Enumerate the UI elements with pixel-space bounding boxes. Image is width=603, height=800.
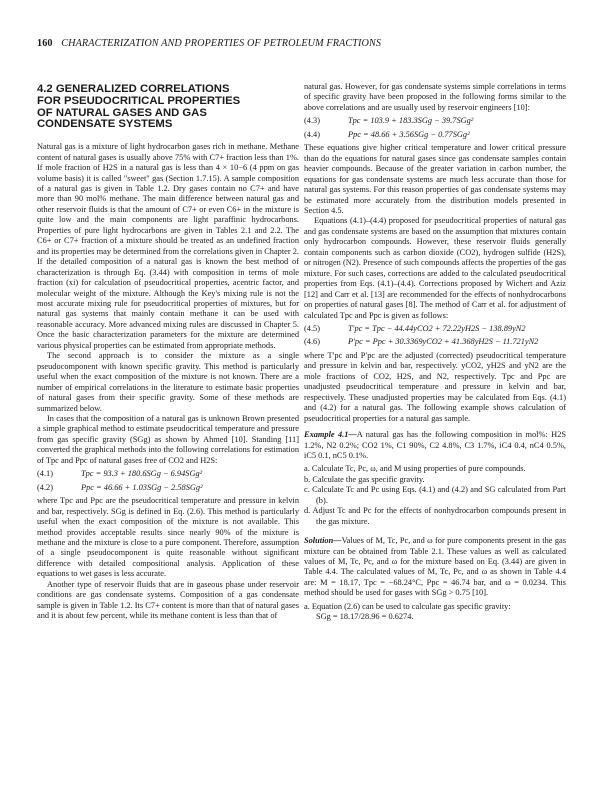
equation-body: Tpc = 93.3 + 180.6SGg − 6.94SGg²: [81, 469, 203, 479]
paragraph: Natural gas is a mixture of light hydrocarbon gases rich in methane. Methane content of natural gases is usually above 75% with C7+ fraction less than 1%. If mole fraction of H2S in a natural gas is less than 4 × 10−6 (4 ppm on gas volume basis) it is called "sweet" gas (Section 1.7.15). A sample composition of a natural gas is given in Table 1.2. Dry gases contain no C7+ and have more than 90 mol% methane. The main difference between natural gas and other reservoir fluids is that the amount of C7+ or even C6+ in the mixture is quite low and the main components are light paraffinic hydrocarbons. Properties of pure light hydrocarbons are given in Tables 2.1 and 2.2. The C6+ or C7+ fraction of a mixture should be treated as an undefined fraction and its properties may be determined from the correlations given in Chapter 2. If the detailed composition of a natural gas is known the best method of characterization is through Eq. (3.44) with composition in terms of mole fraction (xi) for calculation of pseudocritical properties, acentric factor, and molecular weight of the mixture. Although the Key's mixing rule is not the most accurate mixing rule for pseudocritical properties of mixtures, but for natural gas systems that mainly contain methane it can be used with reasonable accuracy. More advanced mixing rules are discussed in Chapter 5. Once the basic characterization parameters for the mixture are determined various physical properties can be estimated from appropriate methods.: [37, 142, 299, 350]
section-title-line: 4.2 GENERALIZED CORRELATIONS: [37, 83, 230, 95]
equation-4-5: [304, 324, 566, 334]
section-title-line: FOR PSEUDOCRITICAL PROPERTIES: [37, 94, 241, 107]
solution-list: [304, 602, 566, 623]
equation-body: T′pc = Tpc − 44.44yCO2 + 72.22yH2S − 138.89yN2: [348, 323, 526, 333]
list-item: b. Calculate the gas specific gravity.: [304, 474, 425, 484]
equation-number: (4.4): [304, 129, 320, 139]
list-item: a. Equation (2.6) can be used to calculate gas specific gravity:: [304, 601, 511, 611]
equation-4-3: [304, 116, 566, 126]
paragraph: These equations give higher critical temperature and lower critical pressure than do the equations for natural gases since gas condensate samples contain heavier compounds. Because of the greater variation in carbon number, the equations for gas condensate systems are much less accurate than those for natural gas systems. For this reason properties of gas condensate systems may be estimated more accurately from the distribution models presented in Section 4.5.: [304, 143, 566, 215]
example-label: Example 4.1—: [304, 430, 357, 440]
equation-4-2: [37, 483, 299, 493]
equation-body: P′pc = Ppc + 30.3369yCO2 + 41.368yH2S − 11.721yN2: [348, 337, 539, 347]
right-column: [304, 82, 566, 626]
equation-number: (4.5): [304, 323, 320, 333]
paragraph: Another type of reservoir fluids that are in gaseous phase under reservoir conditions are gas condensate systems. Composition of a gas condensate sample is given in Table 1.2. Its C7+ content is more than that of natural gases and it is about few percent, while its methane content is less than that of: [37, 579, 299, 621]
section-title-line: CONDENSATE SYSTEMS: [37, 118, 173, 131]
section-title: [37, 84, 299, 131]
example-paragraph: [304, 430, 566, 461]
paragraph: where Tpc and Ppc are the pseudocritical temperature and pressure in kelvin and bar, respectively. SGg is defined in Eq. (2.6). This method is particularly useful when the exact composition of the mixture is not available. This method provides acceptable results since nearly 90% of the mixture is methane and the mixture is close to a pure component. Therefore, assumption of a single pseudocomponent is quite reasonable without significant difference with detailed compositional analysis. Application of these equations to wet gases is less accurate.: [37, 496, 299, 579]
paragraph: Equations (4.1)–(4.4) proposed for pseudocritical properties of natural gas and gas condensate systems are based on the assumption that mixtures contain only hydrocarbon compounds. However, these reservoir fluids generally contain components such as carbon dioxide (CO2), hydrogen sulfide (H2S), or nitrogen (N2). Presence of such compounds affects the properties of the gas mixture. For such cases, corrections are added to the calculated pseudocritical properties from Eqs. (4.1)–(4.4). Corrections proposed by Wichert and Aziz [12] and Carr et al. [13] are recommended for the effects of nonhydrocarbons on properties of natural gases [8]. The method of Carr et al. for adjustment of calculated Tpc and Ppc is given as follows:: [304, 216, 566, 320]
paragraph: In cases that the composition of a natural gas is unknown Brown presented a simple graphical method to estimate pseudocritical temperature and pressure from gas specific gravity (SGg) as shown by Ahmed [10]. Standing [11] converted the graphical methods into the following correlations for estimation of Tpc and Ppc of natural gases free of CO2 and H2S:: [37, 413, 299, 465]
list-item: c. Calculate Tc and Pc using Eqs. (4.1) and (4.2) and SG calculated from Part (b).: [304, 485, 566, 505]
example-list: [304, 464, 566, 527]
equation-4-4: [304, 130, 566, 140]
equation-number: (4.2): [37, 482, 53, 492]
equation-body: Ppc = 48.66 + 3.56SGg − 0.77SGg²: [348, 129, 470, 139]
page-number: 160: [37, 38, 53, 49]
paragraph: where T′pc and P′pc are the adjusted (corrected) pseudocritical temperature and pressure in kelvin and bar, respectively. yCO2, yH2S and yN2 are the mole fractions of CO2, H2S, and N2, respectively. Tpc and Ppc are unadjusted pseudocritical temperature and pressure in kelvin and bar, respectively. These unadjusted properties may be calculated from Eqs. (4.1) and (4.2) for a natural gas. The following example shows calculation of pseudocritical properties for a natural gas sample.: [304, 350, 566, 423]
solution-paragraph: [304, 536, 566, 599]
equation-number: (4.1): [37, 469, 53, 479]
left-column: [37, 84, 299, 622]
paragraph: The second approach is to consider the mixture as a single pseudocomponent with known specific gravity. This method is particularly useful when the exact composition of the mixture is not known. There are a number of empirical correlations in the literature to estimate basic properties of natural gases from their specific gravity. Some of these methods are summarized below.: [37, 351, 299, 413]
equation-body: Tpc = 103.9 + 183.3SGg − 39.7SGg²: [348, 116, 474, 126]
running-title: CHARACTERIZATION AND PROPERTIES OF PETROLEUM FRACTIONS: [61, 38, 382, 49]
equation-4-6: [304, 337, 566, 347]
equation-number: (4.3): [304, 116, 320, 126]
solution-text: Values of M, Tc, Pc, and ω for pure components present in the gas mixture can be obtained from Table 2.1. These values as well as calculated values of M, Tc, Pc, and ω for the mixture based on Eq. (3.44) are given in Table 4.4. The calculated values of M, Tc, Pc, and ω as shown in Table 4.4 are: M = 18.17, Tpc = −68.24°C, Ppc = 46.74 bar, and ω = 0.0234. This method should be used for gases with SGg > 0.75 [10].: [304, 536, 566, 598]
list-item: a. Calculate Tc, Pc, ω, and M using properties of pure compounds.: [304, 464, 526, 474]
solution-label: Solution—: [304, 536, 342, 546]
paragraph: natural gas. However, for gas condensate systems simple correlations in terms of specific gravity have been proposed in the following forms similar to the above correlations and are usually used by reservoir engineers [10]:: [304, 82, 566, 112]
equation-body: Ppc = 46.66 + 1.03SGg − 2.58SGg²: [81, 482, 203, 492]
equation-number: (4.6): [304, 337, 320, 347]
section-title-line: OF NATURAL GASES AND GAS: [37, 106, 207, 119]
list-item: d. Adjust Tc and Pc for the effects of nonhydrocarbon compounds present in the gas mixture.: [304, 506, 566, 526]
example-text: A natural gas has the following composition in mol%: H2S 1.2%, N2 0.2%; CO2 1%, C1 90%, C2 4.8%, C3 1.7%, iC4 0.4, nC4 0.5%, iC5 0.1, nC5 0.1%.: [304, 430, 567, 460]
equation-sg: SGg = 18.17/28.96 = 0.6274.: [316, 612, 414, 622]
equation-4-1: [37, 469, 299, 479]
running-header: [37, 38, 381, 49]
